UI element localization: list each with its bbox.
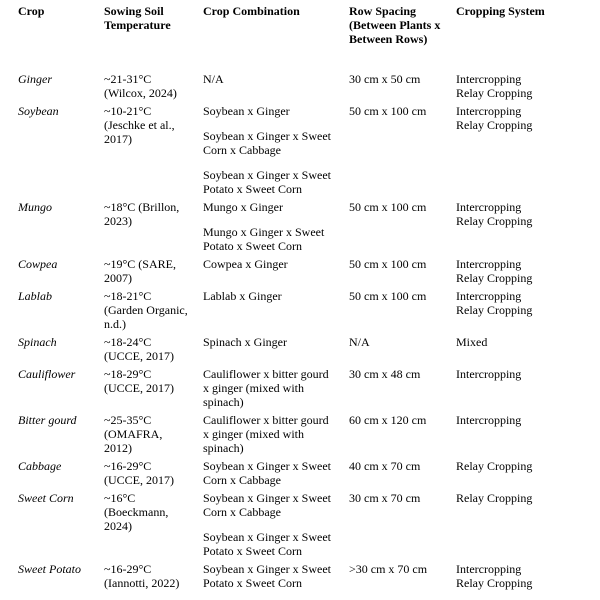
cropping-system-cell: [456, 285, 600, 331]
cropping-system-item: Intercropping: [456, 289, 522, 303]
header-row: [18, 0, 600, 68]
combination-item: Spinach x Ginger: [203, 335, 287, 349]
crop-name-cell: Sweet Potato: [18, 562, 81, 576]
cropping-system-item: Intercropping: [456, 72, 522, 86]
combination-item: Soybean x Ginger x Sweet Corn x Cabbage: [203, 129, 331, 157]
crop-combination-cell: [203, 363, 349, 409]
table-row: [18, 409, 600, 455]
crop-combination-cell: [203, 253, 349, 285]
cropping-system-cell: [456, 455, 600, 487]
cropping-system-cell: [456, 196, 600, 253]
cropping-system-cell: [456, 253, 600, 285]
cropping-system-item: Relay Cropping: [456, 86, 533, 100]
combination-item: Soybean x Ginger x Sweet Potato x Sweet Corn: [203, 562, 331, 590]
crop-name-cell: Bitter gourd: [18, 413, 77, 427]
cropping-system-item: Relay Cropping: [456, 491, 533, 505]
crop-combination-cell: [203, 196, 349, 253]
cropping-system-cell: [456, 487, 600, 558]
table-row: [18, 68, 600, 100]
cropping-system-item: Relay Cropping: [456, 303, 533, 317]
row-spacing-cell: N/A: [349, 335, 370, 349]
combination-item: Cauliflower x bitter gourd x ginger (mixed with spinach): [203, 367, 329, 409]
combination-item: Mungo x Ginger x Sweet Potato x Sweet Corn: [203, 225, 325, 253]
combination-item: Cowpea x Ginger: [203, 257, 288, 271]
cropping-system-item: Intercropping: [456, 104, 522, 118]
crop-name-cell: Soybean: [18, 104, 59, 118]
table-header: [18, 0, 600, 68]
table-row: [18, 455, 600, 487]
soil-temperature-cell: ~19°C (SARE, 2007): [104, 257, 176, 285]
combination-item: Lablab x Ginger: [203, 289, 282, 303]
cropping-system-item: Intercropping: [456, 200, 522, 214]
row-spacing-cell: 30 cm x 50 cm: [349, 72, 421, 86]
soil-temperature-cell: ~18-21°C (Garden Organic, n.d.): [104, 289, 188, 331]
crop-name-cell: Mungo: [18, 200, 52, 214]
column-header-sowing-soil-temperature: Sowing Soil Temperature: [104, 4, 171, 32]
crop-combination-cell: [203, 100, 349, 196]
table-body: [18, 68, 600, 590]
crop-name-cell: Cabbage: [18, 459, 62, 473]
cropping-system-item: Relay Cropping: [456, 118, 533, 132]
cropping-system-item: Relay Cropping: [456, 214, 533, 228]
soil-temperature-cell: ~18-24°C (UCCE, 2017): [104, 335, 174, 363]
table-row: [18, 285, 600, 331]
column-header-cropping-system: Cropping System: [456, 4, 545, 18]
crop-combination-cell: [203, 285, 349, 331]
crop-name-cell: Sweet Corn: [18, 491, 74, 505]
cropping-system-item: Intercropping: [456, 367, 522, 381]
row-spacing-cell: 50 cm x 100 cm: [349, 200, 427, 214]
soil-temperature-cell: ~16°C (Boeckmann, 2024): [104, 491, 169, 533]
row-spacing-cell: 40 cm x 70 cm: [349, 459, 421, 473]
crop-name-cell: Lablab: [18, 289, 53, 303]
soil-temperature-cell: ~16-29°C (UCCE, 2017): [104, 459, 174, 487]
soil-temperature-cell: ~16-29°C (Iannotti, 2022): [104, 562, 180, 590]
row-spacing-cell: 30 cm x 48 cm: [349, 367, 421, 381]
combination-item: N/A: [203, 72, 224, 86]
table-row: [18, 196, 600, 253]
cropping-system-item: Intercropping: [456, 413, 522, 427]
crop-combination-cell: [203, 487, 349, 558]
crop-combination-cell: [203, 409, 349, 455]
crop-combination-cell: [203, 68, 349, 100]
soil-temperature-cell: ~21-31°C (Wilcox, 2024): [104, 72, 177, 100]
row-spacing-cell: >30 cm x 70 cm: [349, 562, 428, 576]
crop-name-cell: Cowpea: [18, 257, 58, 271]
crop-combination-cell: [203, 331, 349, 363]
row-spacing-cell: 30 cm x 70 cm: [349, 491, 421, 505]
soil-temperature-cell: ~18-29°C (UCCE, 2017): [104, 367, 174, 395]
column-header-crop: Crop: [18, 4, 45, 18]
crop-name-cell: Spinach: [18, 335, 57, 349]
cropping-system-cell: [456, 363, 600, 409]
soil-temperature-cell: ~10-21°C (Jeschke et al., 2017): [104, 104, 175, 146]
crop-combination-cell: [203, 558, 349, 590]
combination-item: Soybean x Ginger x Sweet Corn x Cabbage: [203, 491, 331, 519]
cropping-system-item: Relay Cropping: [456, 271, 533, 285]
cropping-system-item: Relay Cropping: [456, 459, 533, 473]
soil-temperature-cell: ~18°C (Brillon, 2023): [104, 200, 180, 228]
crop-name-cell: Cauliflower: [18, 367, 76, 381]
cropping-system-cell: [456, 409, 600, 455]
combination-item: Soybean x Ginger x Sweet Potato x Sweet Corn: [203, 168, 331, 196]
table-row: [18, 253, 600, 285]
column-header-crop-combination: Crop Combination: [203, 4, 300, 18]
cropping-system-item: Mixed: [456, 335, 488, 349]
combination-item: Soybean x Ginger x Sweet Corn x Cabbage: [203, 459, 331, 487]
table-row: [18, 331, 600, 363]
crops-table: [18, 0, 600, 590]
cropping-system-item: Relay Cropping: [456, 576, 533, 590]
combination-item: Soybean x Ginger: [203, 104, 290, 118]
column-header-row-spacing: Row Spacing (Between Plants x Between Rows): [349, 4, 441, 46]
combination-item: Mungo x Ginger: [203, 200, 283, 214]
row-spacing-cell: 50 cm x 100 cm: [349, 257, 427, 271]
combination-item: Soybean x Ginger x Sweet Potato x Sweet Corn: [203, 530, 331, 558]
cropping-system-cell: [456, 100, 600, 196]
cropping-system-cell: [456, 558, 600, 590]
cropping-system-cell: [456, 331, 600, 363]
row-spacing-cell: 50 cm x 100 cm: [349, 289, 427, 303]
table-row: [18, 487, 600, 558]
row-spacing-cell: 60 cm x 120 cm: [349, 413, 427, 427]
row-spacing-cell: 50 cm x 100 cm: [349, 104, 427, 118]
combination-item: Cauliflower x bitter gourd x ginger (mixed with spinach): [203, 413, 329, 455]
table-row: [18, 363, 600, 409]
crop-combination-cell: [203, 455, 349, 487]
table-row: [18, 100, 600, 196]
cropping-system-item: Intercropping: [456, 257, 522, 271]
table-row: [18, 558, 600, 590]
soil-temperature-cell: ~25-35°C (OMAFRA, 2012): [104, 413, 163, 455]
crop-name-cell: Ginger: [18, 72, 52, 86]
cropping-system-item: Intercropping: [456, 562, 522, 576]
cropping-system-cell: [456, 68, 600, 100]
